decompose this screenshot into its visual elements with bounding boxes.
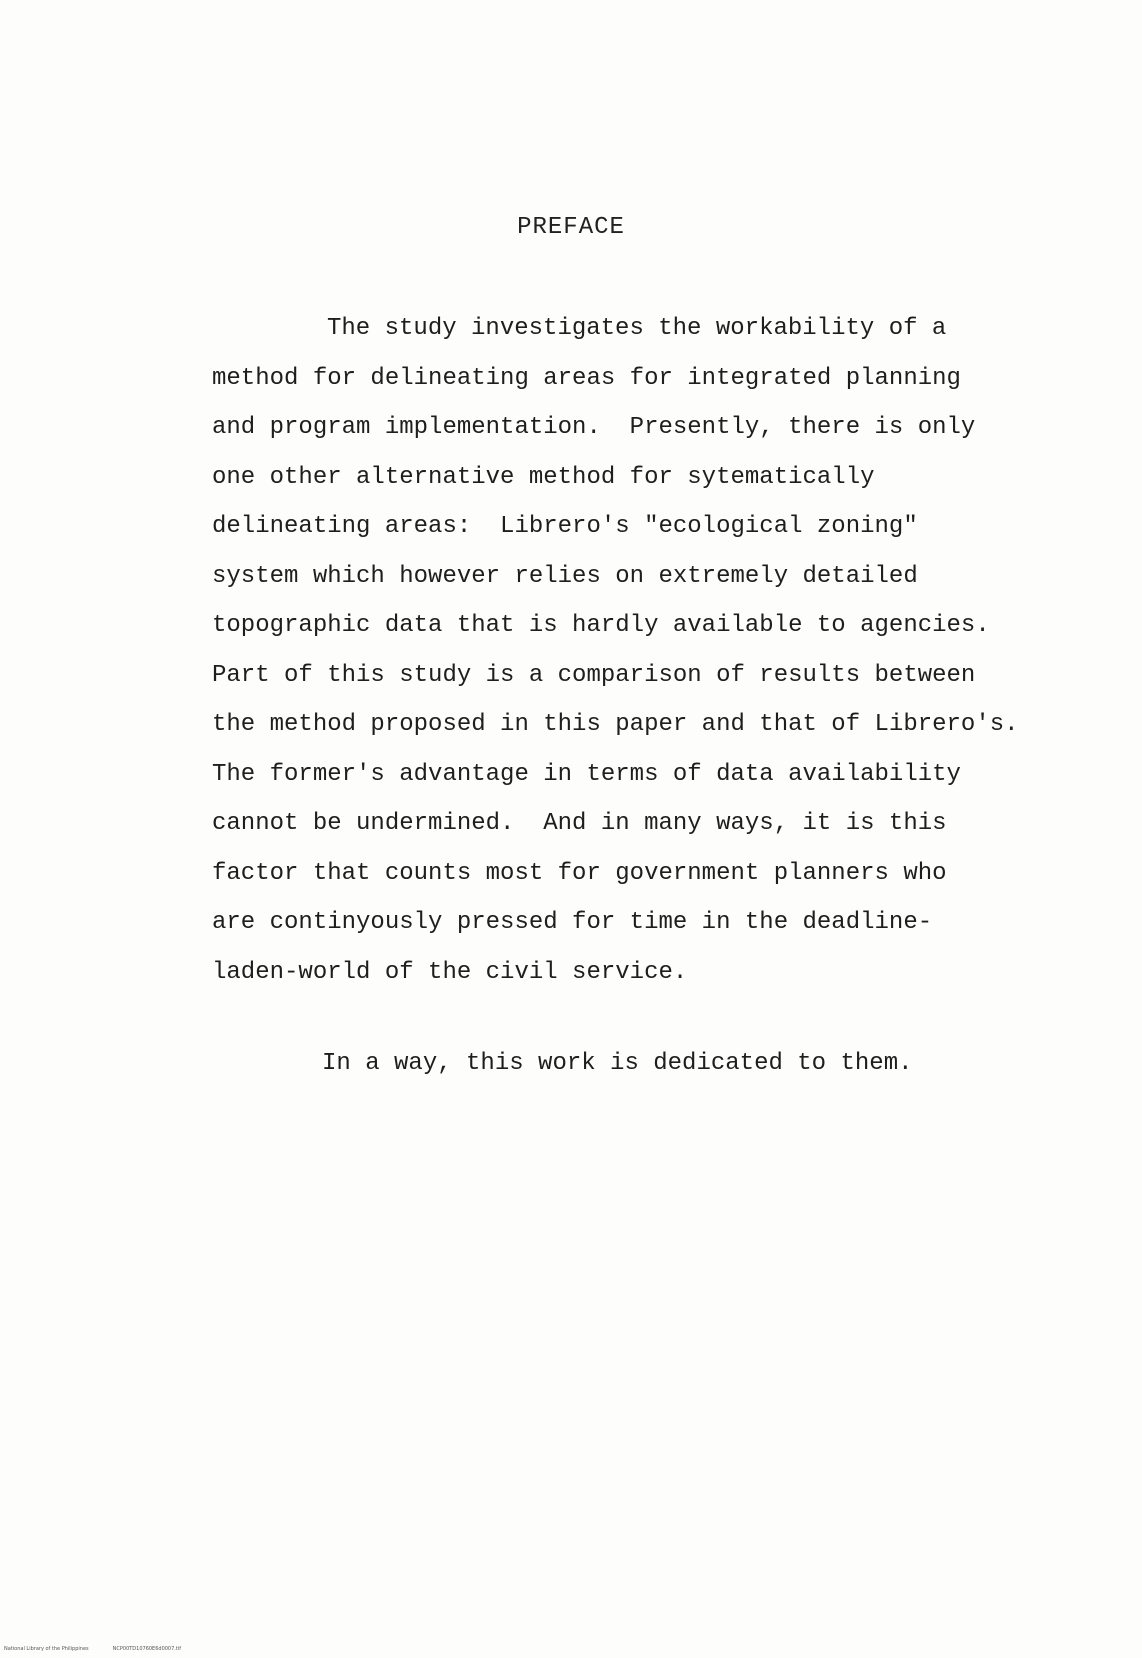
paragraph-line: system which however relies on extremely detailed	[212, 562, 918, 590]
scan-footer	[4, 1646, 205, 1652]
paragraph-line: are continyously pressed for time in the deadline-	[212, 909, 933, 936]
paragraph-line: delineating areas: Librero's "ecological zoning"	[212, 513, 918, 540]
paragraph-line: The former's advantage in terms of data availability	[212, 760, 961, 788]
preface-paragraph	[212, 304, 1112, 997]
paragraph-line: the method proposed in this paper and that of Librero's.	[212, 711, 1019, 738]
library-name: National Library of the Philippines	[4, 1646, 89, 1652]
paragraph-line: laden-world of the civil service.	[212, 958, 688, 986]
paragraph-line: Part of this study is a comparison of results between	[212, 661, 976, 689]
paragraph-line: The study investigates the workability of a	[327, 315, 947, 342]
paragraph-line: factor that counts most for government planners who	[212, 859, 947, 887]
file-id: NCP00TD10760E6d0007.tif	[112, 1646, 181, 1652]
paragraph-line: method for delineating areas for integrated planning	[212, 364, 961, 392]
page-title: PREFACE	[517, 214, 625, 241]
paragraph-line: cannot be undermined. And in many ways, it is this	[212, 810, 947, 837]
dedication-line: In a way, this work is dedicated to them.	[322, 1050, 913, 1077]
paragraph-line: and program implementation. Presently, there is only	[212, 414, 976, 441]
paragraph-line: topographic data that is hardly available to agencies.	[212, 612, 990, 639]
paragraph-line: one other alternative method for sytematically	[212, 463, 875, 491]
